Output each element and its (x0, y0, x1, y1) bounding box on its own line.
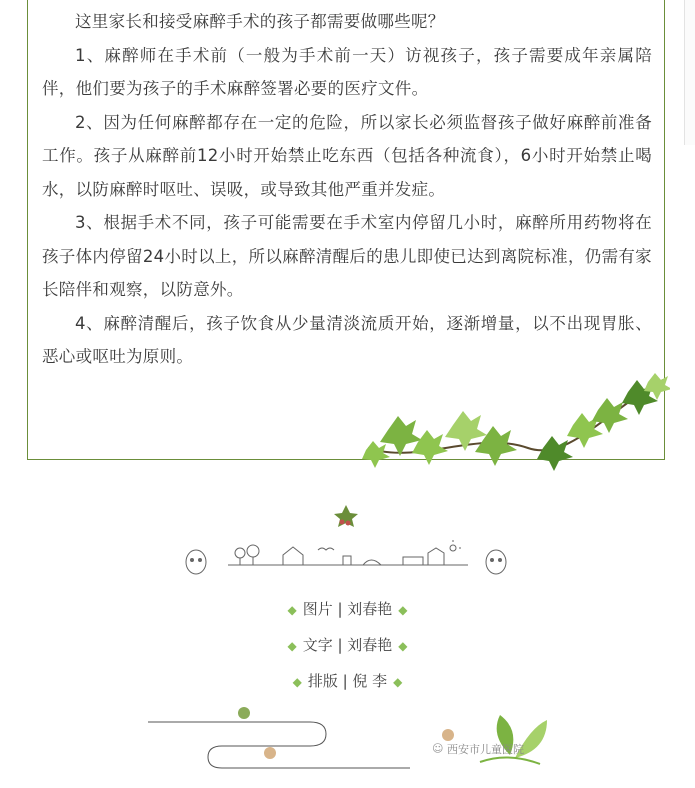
article-paragraph: 1、麻醉师在手术前（一般为手术前一天）访视孩子，孩子需要成年亲属陪伴，他们要为孩子的手术麻醉签署必要的医疗文件。 (42, 45, 652, 98)
article-paragraph: 4、麻醉清醒后，孩子饮食从少量清淡流质开始，逐渐增量，以不出现胃胀、恶心或呕吐为原则。 (42, 313, 652, 366)
diamond-icon: ◆ (393, 675, 403, 689)
wechat-icon: ☺ (432, 742, 444, 755)
diamond-icon: ◆ (287, 603, 297, 617)
article-paragraph: 2、因为任何麻醉都存在一定的危险，所以家长必须监督孩子做好麻醉前准备工作。孩子从麻醉前12小时开始禁止吃东西（包括各种流食），6小时开始禁止喝水，以防麻醉时呕吐、误吸，或导致其他严重并发症。 (42, 112, 652, 199)
scrollbar[interactable] (684, 0, 695, 145)
credit-text (0, 634, 695, 655)
ivy-vine-decoration (358, 370, 670, 480)
brand-watermark: 西安市儿童医院 (447, 743, 524, 756)
diamond-icon: ◆ (292, 675, 302, 689)
credit-photo-text: 图片 | 刘春艳 (302, 600, 393, 618)
town-line-art-decoration (178, 538, 518, 588)
credit-layout (0, 670, 695, 691)
footer-decoration (140, 700, 560, 780)
article-body (42, 5, 652, 374)
article-paragraph: 这里家长和接受麻醉手术的孩子都需要做哪些呢？ (75, 12, 445, 31)
article-paragraph: 3、根据手术不同，孩子可能需要在手术室内停留几小时，麻醉所用药物将在孩子体内停留24小时以上，所以麻醉清醒后的患儿即使已达到离院标准，仍需有家长陪伴和观察，以防意外。 (42, 213, 652, 299)
credit-layout-text: 排版 | 倪 李 (307, 672, 388, 690)
holly-leaf-icon (331, 500, 361, 530)
credit-text-text: 文字 | 刘春艳 (302, 636, 393, 654)
diamond-icon: ◆ (398, 603, 408, 617)
diamond-icon: ◆ (398, 639, 408, 653)
diamond-icon: ◆ (287, 639, 297, 653)
credit-photo (0, 598, 695, 619)
